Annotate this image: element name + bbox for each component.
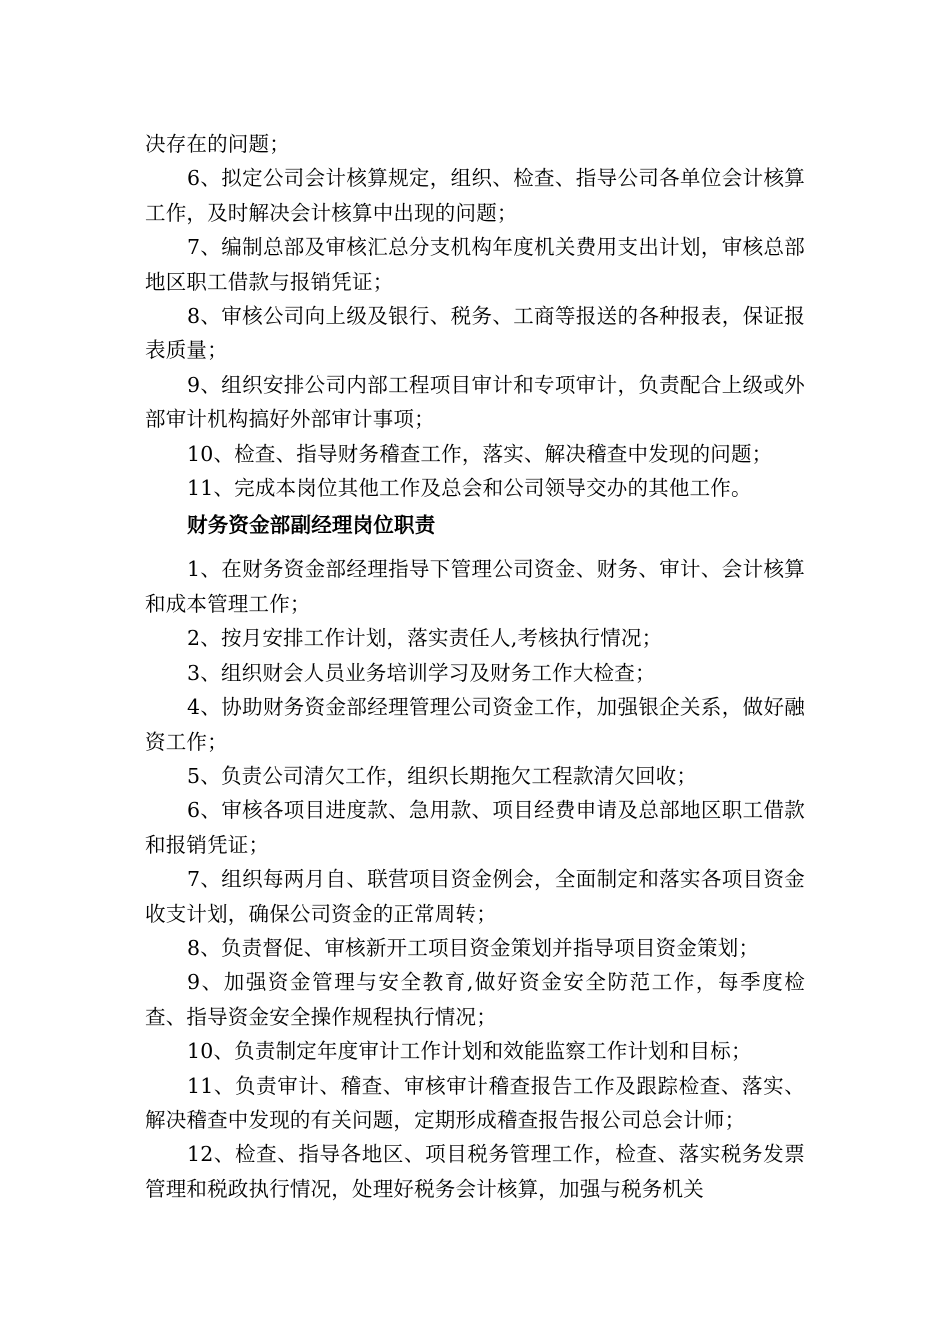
list-item: 6、审核各项目进度款、急用款、项目经费申请及总部地区职工借款和报销凭证； xyxy=(145,798,805,857)
list-item: 5、负责公司清欠工作，组织长期拖欠工程款清欠回收； xyxy=(187,763,698,788)
list-item: 3、组织财会人员业务培训学习及财务工作大检查； xyxy=(187,660,656,685)
list-item: 1、在财务资金部经理指导下管理公司资金、财务、审计、会计核算和成本管理工作； xyxy=(145,557,805,616)
list-item: 7、编制总部及审核汇总分支机构年度机关费用支出计划，审核总部地区职工借款与报销凭证； xyxy=(145,235,805,294)
continuation-paragraph: 决存在的问题； xyxy=(145,132,290,156)
list-item: 10、负责制定年度审计工作计划和效能监察工作计划和目标； xyxy=(187,1039,752,1064)
list-item: 2、按月安排工作计划，落实责任人,考核执行情况； xyxy=(187,626,663,651)
list-item: 9、组织安排公司内部工程项目审计和专项审计，负责配合上级或外部审计机构搞好外部审计事项； xyxy=(145,372,805,432)
list-item: 10、检查、指导财务稽查工作，落实、解决稽查中发现的问题； xyxy=(187,441,773,466)
list-item: 6、拟定公司会计核算规定，组织、检查、指导公司各单位会计核算工作，及时解决会计核算中出现的问题； xyxy=(145,166,805,225)
list-item: 12、检查、指导各地区、项目税务管理工作，检查、落实税务发票管理和税政执行情况，处理好税务会计核算，加强与税务机关 xyxy=(145,1142,805,1201)
document-body xyxy=(145,127,805,1206)
list-item: 8、审核公司向上级及银行、税务、工商等报送的各种报表，保证报表质量； xyxy=(145,304,805,363)
list-item: 4、协助财务资金部经理管理公司资金工作，加强银企关系，做好融资工作； xyxy=(145,695,805,754)
list-item: 8、负责督促、审核新开工项目资金策划并指导项目资金策划； xyxy=(187,935,760,960)
section-heading: 财务资金部副经理岗位职责 xyxy=(187,513,436,538)
list-item: 11、完成本岗位其他工作及总会和公司领导交办的其他工作。 xyxy=(187,476,752,501)
list-item: 7、组织每两月自、联营项目资金例会，全面制定和落实各项目资金收支计划，确保公司资金的正常周转； xyxy=(145,867,805,926)
list-item: 9、加强资金管理与安全教育,做好资金安全防范工作，每季度检查、指导资金安全操作规程执行情况； xyxy=(145,970,805,1029)
list-item: 11、负责审计、稽查、审核审计稽查报告工作及跟踪检查、落实、解决稽查中发现的有关问题，定期形成稽查报告报公司总会计师； xyxy=(145,1073,805,1132)
